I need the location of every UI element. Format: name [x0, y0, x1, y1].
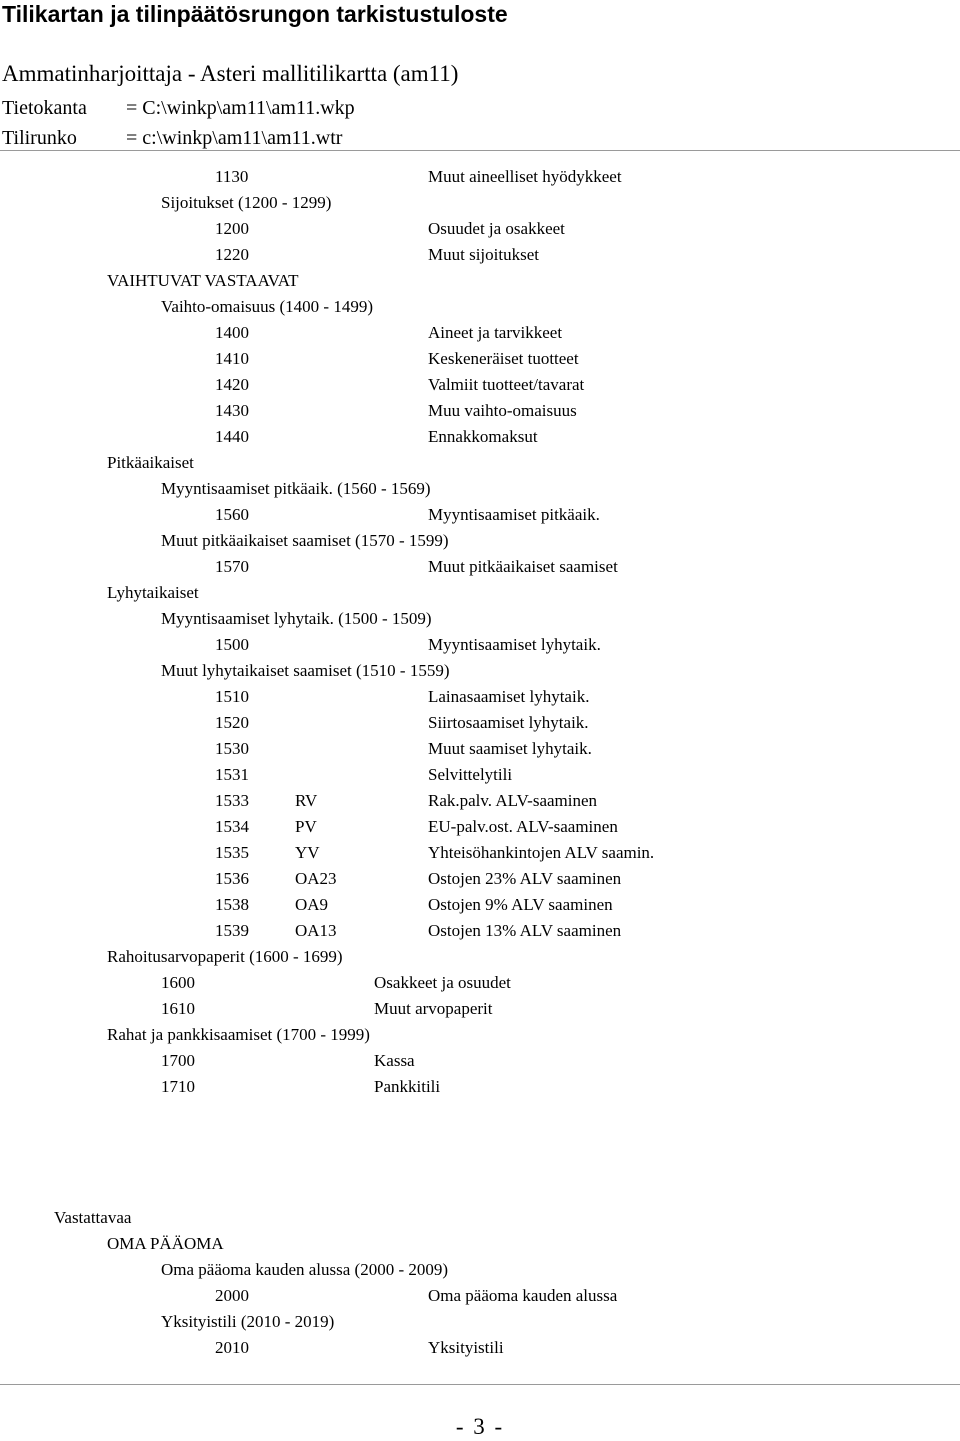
- account-number: 1535: [215, 843, 249, 862]
- account-number: 1533: [215, 791, 249, 810]
- account-number: 1510: [215, 687, 249, 706]
- account-number: 1440: [215, 427, 249, 446]
- vat-code: YV: [295, 843, 320, 862]
- section-heading: Myyntisaamiset lyhytaik. (1500 - 1509): [161, 609, 432, 628]
- account-number: 1536: [215, 869, 249, 888]
- section-heading: Vastattavaa: [54, 1208, 132, 1227]
- account-number: 1420: [215, 375, 249, 394]
- chart-label: Tilirunko: [2, 127, 77, 149]
- section-heading: Lyhytaikaiset: [107, 583, 199, 602]
- account-name: Yksityistili: [428, 1338, 504, 1357]
- account-name: Muut pitkäaikaiset saamiset: [428, 557, 618, 576]
- account-number: 1534: [215, 817, 249, 836]
- account-name: Keskeneräiset tuotteet: [428, 349, 579, 368]
- account-number: 2000: [215, 1286, 249, 1305]
- section-heading: Yksityistili (2010 - 2019): [161, 1312, 335, 1331]
- account-name: Aineet ja tarvikkeet: [428, 323, 563, 342]
- account-name: Oma pääoma kauden alussa: [428, 1286, 618, 1305]
- account-number: 1410: [215, 349, 249, 368]
- section-heading: Oma pääoma kauden alussa (2000 - 2009): [161, 1260, 449, 1279]
- database-row: [2, 96, 355, 120]
- chart-path: = c:\winkp\am11\am11.wtr: [126, 127, 343, 149]
- account-name: Selvittelytili: [428, 765, 513, 784]
- section-heading: Pitkäaikaiset: [107, 453, 194, 472]
- account-number: 1130: [215, 167, 249, 186]
- section-heading: Muut pitkäaikaiset saamiset (1570 - 1599): [161, 531, 449, 550]
- section-heading: Myyntisaamiset pitkäaik. (1560 - 1569): [161, 479, 431, 498]
- vat-code: OA9: [295, 895, 329, 914]
- account-number: 2010: [215, 1338, 249, 1357]
- account-number: 1220: [215, 245, 249, 264]
- vat-code: OA23: [295, 869, 337, 888]
- account-name: Lainasaamiset lyhytaik.: [428, 687, 590, 706]
- account-name: Ostojen 13% ALV saaminen: [428, 921, 622, 940]
- account-number: 1570: [215, 557, 249, 576]
- account-number: 1530: [215, 739, 249, 758]
- account-name: Myyntisaamiset pitkäaik.: [428, 505, 600, 524]
- section-heading: Muut lyhytaikaiset saamiset (1510 - 1559): [161, 661, 450, 680]
- account-number: 1200: [215, 219, 249, 238]
- section-heading: Vaihto-omaisuus (1400 - 1499): [161, 297, 374, 316]
- account-name: Muut arvopaperit: [374, 999, 493, 1018]
- account-name: Siirtosaamiset lyhytaik.: [428, 713, 589, 732]
- section-heading: Rahoitusarvopaperit (1600 - 1699): [107, 947, 343, 966]
- account-number: 1560: [215, 505, 249, 524]
- database-label: Tietokanta: [2, 97, 87, 119]
- account-number: 1430: [215, 401, 249, 420]
- account-name: Ostojen 9% ALV saaminen: [428, 895, 613, 914]
- account-name: Rak.palv. ALV-saaminen: [428, 791, 598, 810]
- account-name: Pankkitili: [374, 1077, 441, 1096]
- database-path: = C:\winkp\am11\am11.wkp: [126, 97, 355, 119]
- report-title: Tilikartan ja tilinpäätösrungon tarkistustuloste: [2, 1, 508, 27]
- footer-divider: [0, 1384, 960, 1385]
- vat-code: RV: [295, 791, 318, 810]
- account-name: Osakkeet ja osuudet: [374, 973, 511, 992]
- account-number: 1600: [161, 973, 195, 992]
- section-heading: OMA PÄÄOMA: [107, 1234, 224, 1253]
- section-heading: VAIHTUVAT VASTAAVAT: [107, 271, 299, 290]
- account-name: Osuudet ja osakkeet: [428, 219, 565, 238]
- page-number: - 3 -: [455, 1414, 505, 1439]
- account-number: 1531: [215, 765, 249, 784]
- account-name: Muut sijoitukset: [428, 245, 539, 264]
- account-number: 1710: [161, 1077, 195, 1096]
- account-number: 1500: [215, 635, 249, 654]
- section-heading: Sijoitukset (1200 - 1299): [161, 193, 332, 212]
- account-name: Ostojen 23% ALV saaminen: [428, 869, 622, 888]
- account-name: Muut saamiset lyhytaik.: [428, 739, 592, 758]
- account-number: 1520: [215, 713, 249, 732]
- account-name: Muu vaihto-omaisuus: [428, 401, 577, 420]
- account-name: Ennakkomaksut: [428, 427, 538, 446]
- account-number: 1400: [215, 323, 249, 342]
- account-number: 1539: [215, 921, 249, 940]
- account-name: EU-palv.ost. ALV-saaminen: [428, 817, 618, 836]
- account-name: Muut aineelliset hyödykkeet: [428, 167, 622, 186]
- account-number: 1610: [161, 999, 195, 1018]
- account-name: Yhteisöhankintojen ALV saamin.: [428, 843, 655, 862]
- account-number: 1538: [215, 895, 249, 914]
- vat-code: OA13: [295, 921, 337, 940]
- chart-row: [2, 126, 342, 150]
- section-heading: Rahat ja pankkisaamiset (1700 - 1999): [107, 1025, 370, 1044]
- account-name: Valmiit tuotteet/tavarat: [428, 375, 585, 394]
- report-subtitle: Ammatinharjoittaja - Asteri mallitilikartta (am11): [2, 61, 459, 86]
- account-name: Kassa: [374, 1051, 415, 1070]
- account-name: Myyntisaamiset lyhytaik.: [428, 635, 601, 654]
- header-divider: [0, 150, 960, 151]
- account-number: 1700: [161, 1051, 195, 1070]
- vat-code: PV: [295, 817, 317, 836]
